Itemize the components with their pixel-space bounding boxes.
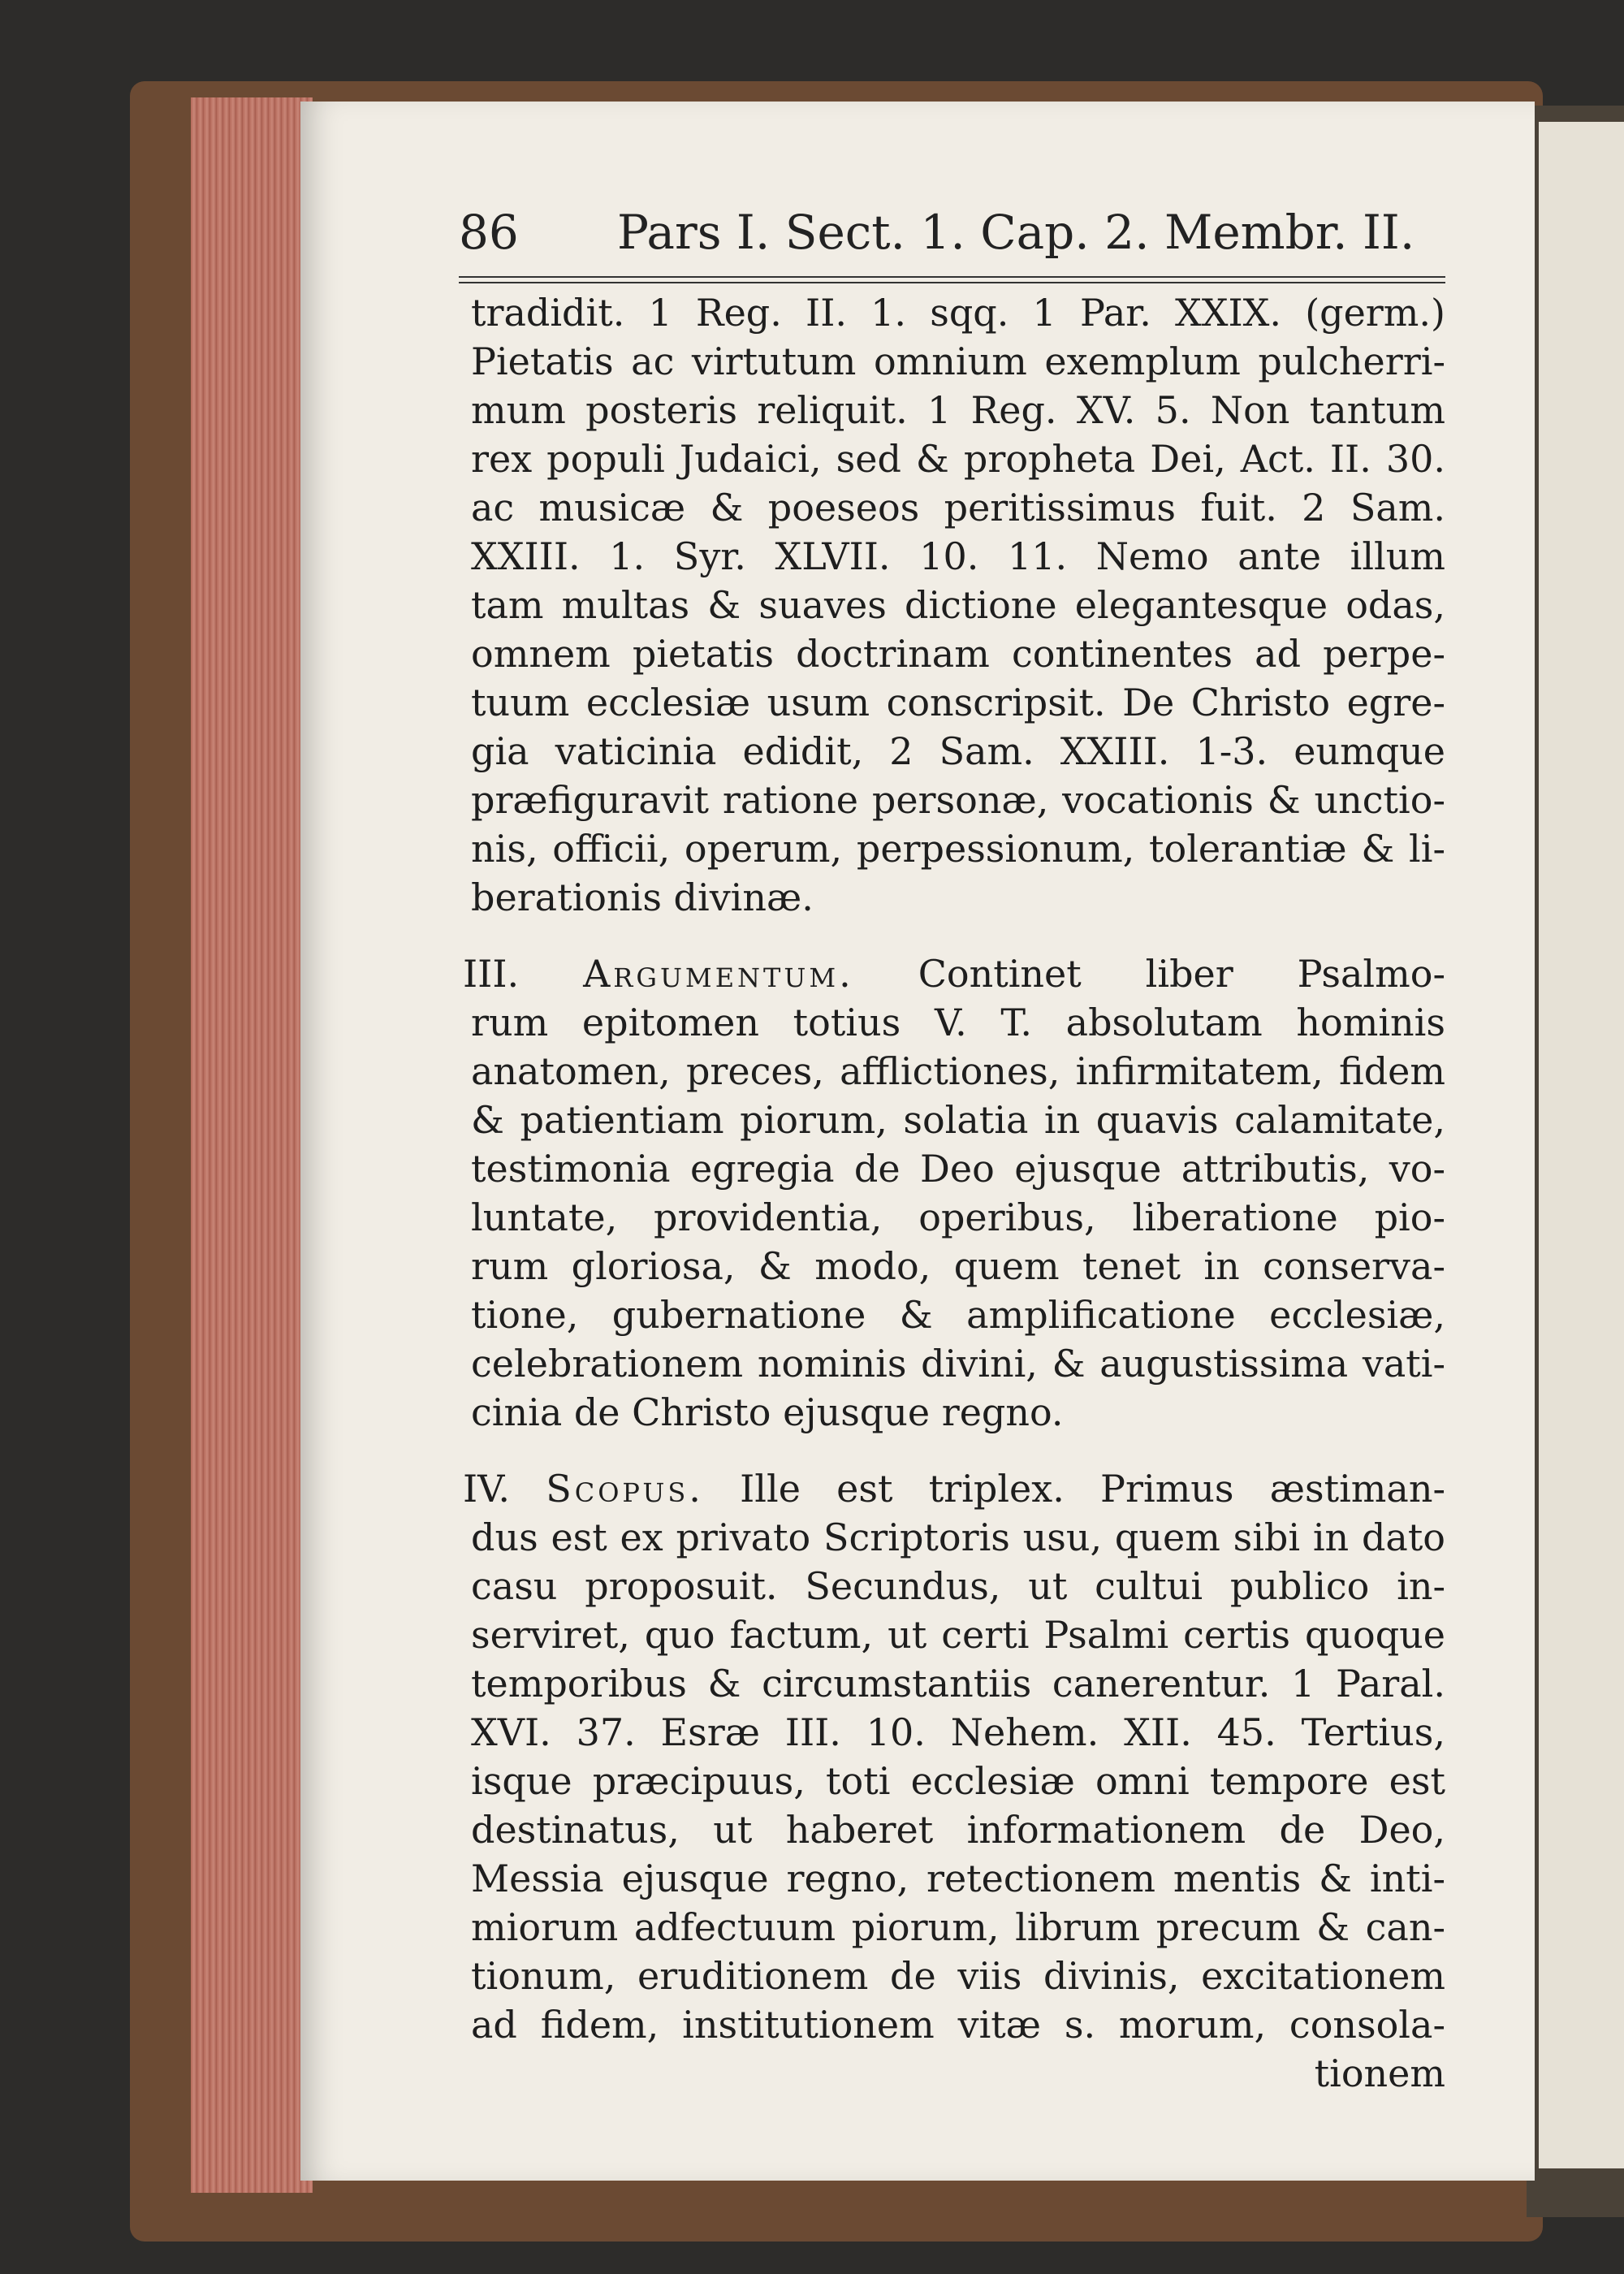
page-header xyxy=(459,205,1445,270)
section-heading-line xyxy=(463,1464,1445,1513)
text-line: destinatus, ut haberet informationem de Deo, xyxy=(471,1808,1445,1852)
text-line: rex populi Judaici, sed & propheta Dei, Act. II. 30. xyxy=(471,437,1445,481)
section-argumentum xyxy=(463,949,1445,1437)
text-line: omnem pietatis doctrinam continentes ad perpe- xyxy=(471,632,1445,676)
page-edges xyxy=(191,97,313,2193)
text-line: rum gloriosa, & modo, quem tenet in conserva- xyxy=(471,1244,1445,1288)
text-line: tionum, eruditionem de viis divinis, excitationem xyxy=(471,1954,1445,1998)
text-line: præfiguravit ratione personæ, vocationis & unctio- xyxy=(471,778,1445,822)
section-first-text: Ille est triplex. Primus æstiman- xyxy=(740,1467,1445,1511)
text-line: serviret, quo factum, ut certi Psalmi certis quoque xyxy=(471,1613,1445,1657)
section-heading: Scopus. xyxy=(546,1467,704,1511)
text-line: tradidit. 1 Reg. II. 1. sqq. 1 Par. XXIX. (germ.) xyxy=(471,291,1445,335)
catchword: tionem xyxy=(1314,2051,1445,2095)
text-line: miorum adfectuum piorum, librum precum & can- xyxy=(471,1905,1445,1949)
text-line: dus est ex privato Scriptoris usu, quem sibi in dato xyxy=(471,1515,1445,1559)
section-heading-line xyxy=(463,949,1445,998)
text-line: tam multas & suaves dictione elegantesque odas, xyxy=(471,583,1445,627)
text-line: testimonia egregia de Deo ejusque attributis, vo- xyxy=(471,1147,1445,1191)
text-line: cinia de Christo ejusque regno. xyxy=(471,1390,1064,1434)
text-line: berationis divinæ. xyxy=(471,875,814,919)
paragraph-1 xyxy=(471,288,1445,922)
section-scopus xyxy=(463,1464,1445,2098)
text-line: temporibus & circumstantiis canerentur. 1 Paral. xyxy=(471,1662,1445,1706)
section-heading: Argumentum. xyxy=(583,952,854,996)
text-line: Pietatis ac virtutum omnium exemplum pulcherri- xyxy=(471,339,1445,383)
text-line: XVI. 37. Esræ III. 10. Nehem. XII. 45. Tertius, xyxy=(471,1710,1445,1754)
text-line: isque præcipuus, toti ecclesiæ omni tempore est xyxy=(471,1759,1445,1803)
section-numeral: IV. xyxy=(463,1467,510,1511)
text-line: luntate, providentia, operibus, liberatione pio- xyxy=(471,1195,1445,1239)
text-line: nis, officii, operum, perpessionum, tolerantiæ & li- xyxy=(471,827,1445,871)
section-numeral: III. xyxy=(463,952,520,996)
page-number: 86 xyxy=(459,205,519,260)
text-line: tuum ecclesiæ usum conscripsit. De Christo egre- xyxy=(471,681,1445,724)
text-line: anatomen, preces, afflictiones, infirmitatem, fidem xyxy=(471,1049,1445,1093)
running-title: Pars I. Sect. 1. Cap. 2. Membr. II. xyxy=(617,205,1415,260)
text-line: celebrationem nominis divini, & augustissima vati- xyxy=(471,1342,1445,1386)
text-line: Messia ejusque regno, retectionem mentis & inti- xyxy=(471,1857,1445,1900)
text-line: casu proposuit. Secundus, ut cultui publico in- xyxy=(471,1564,1445,1608)
text-line: ad fidem, institutionem vitæ s. morum, consola- xyxy=(471,2003,1445,2047)
section-first-text: Continet liber Psalmo- xyxy=(918,952,1445,996)
facing-page-edge xyxy=(1539,122,1624,2168)
text-line: rum epitomen totius V. T. absolutam hominis xyxy=(471,1001,1445,1044)
text-line: ac musicæ & poeseos peritissimus fuit. 2 Sam. xyxy=(471,486,1445,530)
text-line: & patientiam piorum, solatia in quavis calamitate, xyxy=(471,1098,1445,1142)
header-rule xyxy=(459,276,1445,283)
text-line: XXIII. 1. Syr. XLVII. 10. 11. Nemo ante illum xyxy=(471,534,1445,578)
text-line: mum posteris reliquit. 1 Reg. XV. 5. Non tantum xyxy=(471,388,1445,432)
text-line: tione, gubernatione & amplificatione ecclesiæ, xyxy=(471,1293,1445,1337)
page-body xyxy=(463,288,1445,2098)
text-line: gia vaticinia edidit, 2 Sam. XXIII. 1-3. eumque xyxy=(471,729,1445,773)
